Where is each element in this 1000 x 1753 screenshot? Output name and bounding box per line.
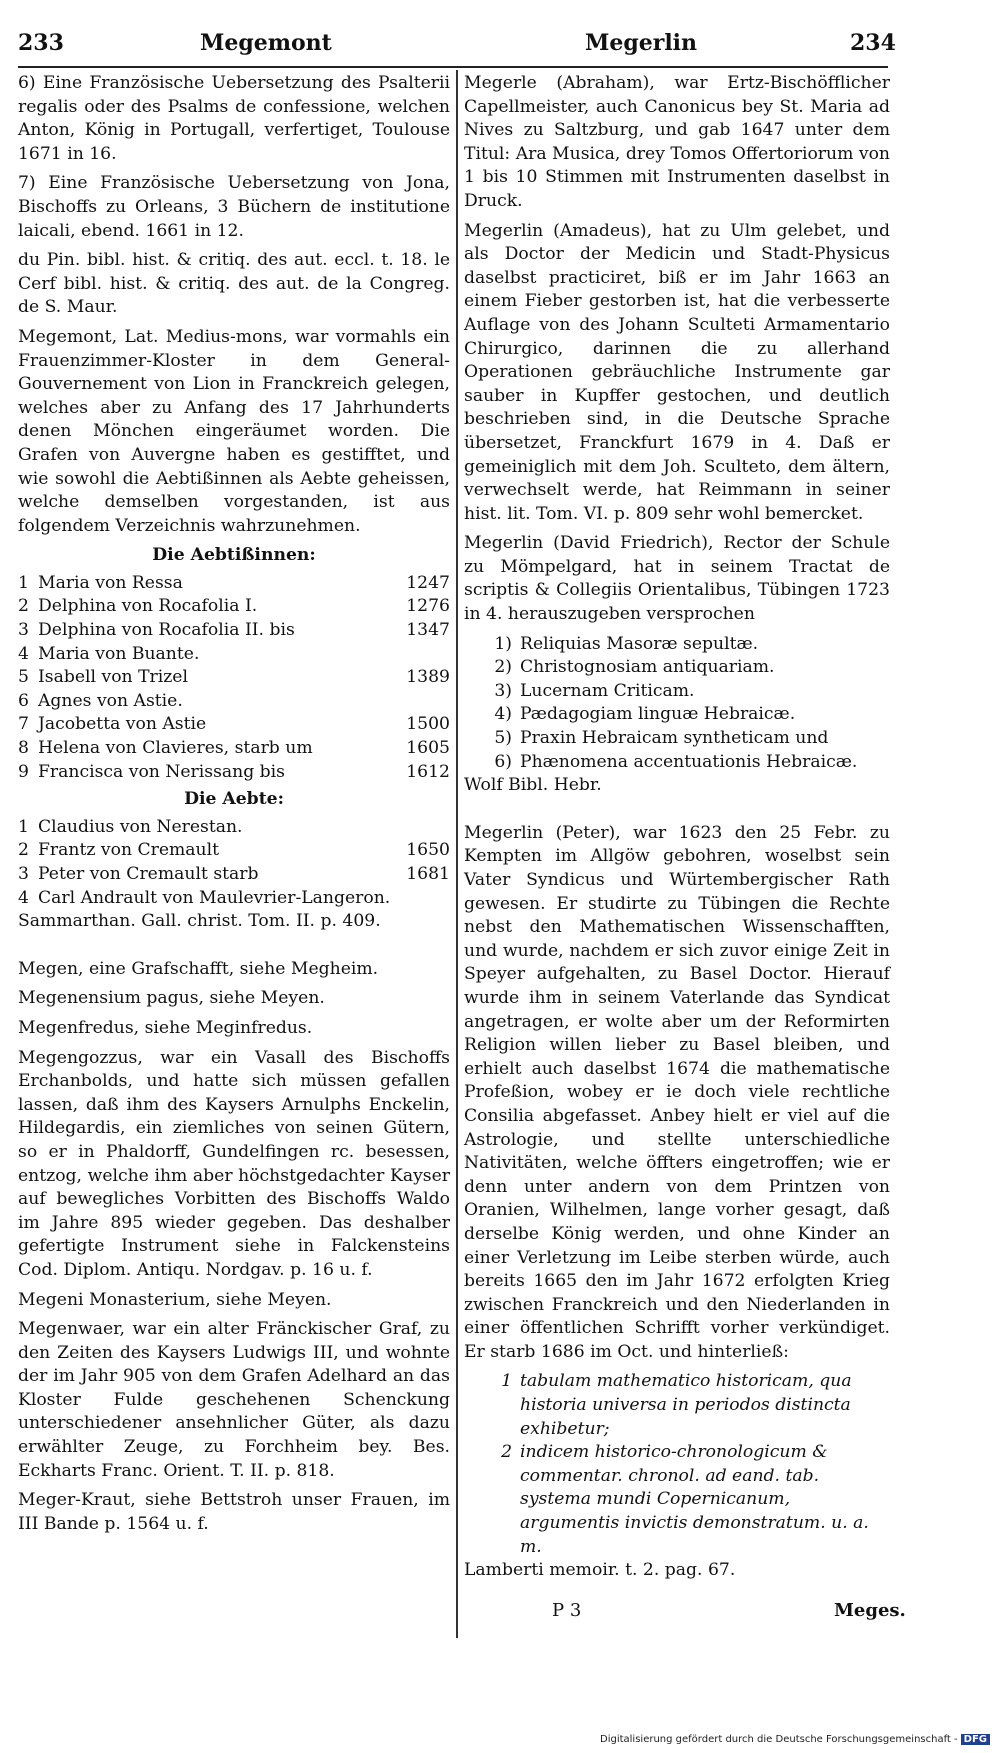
item-year: 1276: [406, 596, 450, 617]
item-text: Lucernam Criticam.: [520, 680, 695, 701]
entry-megemont: Megemont, Lat. Medius-mons, war vormahls ein Frauenzimmer-Kloster in dem General-Gouvernement von Lion in Franckreich gelegen, welches aber zu Anfang des 17 Jahrhunderts denen Mönchen eingeräumet worden. Die Grafen von Auvergne haben es gestifftet, und wie sowohl die Aebtißinnen als Aebte geheissen, welche demselben vorgestanden, ist aus folgendem Verzeichnis wahrzunehmen.: [18, 326, 450, 536]
peter-works-list: [464, 1370, 890, 1559]
item-year: [402, 643, 450, 667]
item-name: Frantz von Cremault: [38, 840, 220, 861]
item-text: Christognosiam antiquariam.: [520, 657, 775, 678]
list-item: [18, 572, 450, 596]
item-number: 5): [494, 728, 512, 749]
abbots-heading: Die Aebte:: [184, 789, 284, 810]
list-item: [18, 713, 450, 737]
dfg-logo: DFG: [961, 1734, 990, 1745]
list-item: [464, 1441, 890, 1559]
item-text: Praxin Hebraicam syntheticam und: [520, 728, 829, 749]
entry-megerlin-peter: Megerlin (Peter), war 1623 den 25 Febr. zu Kempten im Allgöw gebohren, woselbst sein Vater Syndicus und Würtembergischer Rath gewesen. Er studirte zu Tübingen die Rechte nebst den Mathematischen Wissenschafften, und wurde, nachdem er sich zuvor einige Zeit in Speyer aufgehalten, zu Basel Doctor. Hierauf wurde ihm in seinem Vaterlande das Syndicat angetragen, er wolte aber um der Reformirten Religion willen lieber zu Basel bleiben, und erhielt auch daselbst 1674 die mathematische Profeßion, wobey er ie doch viele rechtliche Consilia abgefasset. Anbey hielt er viel auf die Astrologie, und stellte unterschiedliche Nativitäten, welche öffters eingetroffen; wie er denn unter andern von dem Printzen von Oranien, Wilhelmen, lange vorher gesagt, daß derselbe König werden, und ohne Kinder an einer Verletzung im Leibe sterben würde, auch bereits 1665 den im Jahr 1672 erfolgten Krieg zwischen Franckreich und den Niederlanden in einer öffentlichen Schrifft vorher verkündiget. Er starb 1686 im Oct. und hinterließ:: [464, 822, 890, 1362]
entry-megerlin-david: Megerlin (David Friedrich), Rector der Schule zu Mömpelgard, hat in seinem Tractat de scriptis & Collegiis Orientalibus, Tübingen 1723 in 4. herauszugeben versprochen: [464, 533, 890, 625]
digitization-credit: [600, 1734, 990, 1745]
list-item: [464, 1370, 890, 1441]
entry-text: Megenfredus, siehe Meginfredus.: [18, 1017, 313, 1038]
item-number: 9: [18, 761, 29, 782]
citation: Sammarthan. Gall. christ. Tom. II. p. 409.: [18, 911, 381, 932]
entry-text: Megenensium pagus, siehe Meyen.: [18, 988, 325, 1009]
item-year: 1500: [406, 714, 450, 735]
abbesses-list: [18, 572, 450, 784]
citation: Lamberti memoir. t. 2. pag. 67.: [464, 1560, 736, 1581]
list-item: [18, 666, 450, 690]
right-column: [464, 72, 890, 1589]
item-name: Delphina von Rocafolia II. bis: [38, 620, 295, 641]
list-item: [18, 737, 450, 761]
item-year: 1605: [406, 738, 450, 759]
item-year: [402, 816, 450, 840]
item-number: 1: [501, 1371, 512, 1392]
list-item: [464, 656, 890, 680]
item-number: 2): [494, 657, 512, 678]
list-item: [18, 690, 450, 714]
item-number: 1: [18, 572, 29, 593]
list-item: [18, 839, 450, 863]
entry-text: 6) Eine Französische Uebersetzung des Psalterii regalis oder des Psalms de confessione, welchen Anton, König in Portugall, verfertiget, Toulouse 1671 in 16.: [18, 73, 450, 164]
item-name: Jacobetta von Astie: [38, 714, 207, 735]
list-item: [464, 727, 890, 751]
entry-text: 7) Eine Französische Uebersetzung von Jona, Bischoffs zu Orleans, 3 Büchern de institutione laicali, ebend. 1661 in 12.: [18, 173, 450, 241]
item-name: Agnes von Astie.: [38, 690, 183, 711]
list-item: [464, 703, 890, 727]
item-number: 7: [18, 714, 29, 735]
item-year: 1650: [406, 840, 450, 861]
signature-mark: P 3: [552, 1600, 582, 1621]
item-number: 3: [18, 864, 29, 884]
david-works-list: [464, 633, 890, 775]
item-year: 1612: [406, 761, 450, 782]
item-number: 8: [18, 738, 29, 759]
credit-text: Digitalisierung gefördert durch die Deutsche Forschungsgemeinschaft -: [600, 1734, 958, 1745]
item-number: 5: [18, 667, 29, 688]
entry-text: Megengozzus, war ein Vasall des Bischoffs Erchanbolds, und hatte sich müssen gefallen lassen, daß ihm des Kaysers Arnulphs Enckelin, Hildegardis, ein ziemliches von seinen Gütern, so er in Phaldorff, Gundelfingen rc. besessen, entzog, welche ihm aber höchstgedachter Kayser auf bewegliches Vorbitten des Bischoffs Waldo im Jahre 895 wieder gegeben. Das deshalber gefertigte Instrument siehe in Falckensteins Cod. Diplom. Antiqu. Nordgav. p. 16 u. f.: [18, 1047, 450, 1280]
item-number: 1: [18, 816, 29, 837]
item-number: 4: [18, 643, 29, 664]
catchword: Meges.: [834, 1600, 906, 1621]
item-name: Claudius von Nerestan.: [38, 816, 243, 837]
item-name: Maria von Buante.: [38, 643, 200, 664]
item-year: 1681: [406, 864, 450, 884]
entry-text: Meger-Kraut, siehe Bettstroh unser Frauen, im III Bande p. 1564 u. f.: [18, 1490, 450, 1534]
list-item: [464, 680, 890, 704]
entry-megerlin-amadeus: Megerlin (Amadeus), hat zu Ulm gelebet, und als Doctor der Medicin und Stadt-Physicus daselbst practiciret, biß er im Jahr 1663 an einem Fieber gestorben ist, hat die verbesserte Auflage von des Johann Sculteti Armamentario Chirurgico, darinnen die zu allerhand Operationen gebräuchliche Instrumente gar sauber in Kupffer gestochen, und deutlich beschrieben sind, in die Deutsche Sprache übersetzet, Franckfurt 1679 in 4. Daß er gemeiniglich mit dem Joh. Sculteto, dem ältern, verwechselt werde, hat Reimmann in seiner hist. lit. Tom. VI. p. 809 sehr wohl bemercket.: [464, 220, 890, 524]
list-item: [464, 633, 890, 657]
citation: Wolf Bibl. Hebr.: [464, 775, 602, 796]
header-rule: [18, 66, 888, 68]
left-column: [18, 72, 450, 1542]
column-divider: [456, 70, 458, 1638]
item-number: 6): [494, 751, 512, 772]
item-number: 2: [18, 840, 29, 861]
item-number: 4: [18, 887, 29, 908]
list-item: [18, 595, 450, 619]
item-number: 1): [494, 633, 512, 654]
list-item: [18, 816, 450, 840]
abbots-list: [18, 816, 450, 910]
item-number: 3: [18, 620, 29, 641]
abbesses-heading: Die Aebtißinnen:: [152, 545, 316, 566]
left-running-head: Megemont: [200, 30, 332, 56]
entry-megerle: Megerle (Abraham), war Ertz-Bischöfflicher Capellmeister, auch Canonicus bey St. Maria ad Nives zu Saltzburg, und gab 1647 unter dem Titul: Ara Musica, drey Tomos Offertoriorum von 1 bis 10 Stimmen mit Instrumenten daselbst in Druck.: [464, 73, 890, 211]
list-item: [464, 751, 890, 775]
item-year: [402, 690, 450, 714]
item-name: Maria von Ressa: [38, 572, 183, 593]
item-number: 6: [18, 690, 29, 711]
entry-text: Megenwaer, war ein alter Fränckischer Graf, zu den Zeiten des Kaysers Ludwigs III, und wohnte der im Jahr 905 von dem Grafen Adelhard an das Kloster Fulde geschehenen Schenckung unterschiedener ansehnlicher Güter, als dazu erwählter Zeuge, zu Forchheim bey. Bes. Eckharts Franc. Orient. T. II. p. 818.: [18, 1319, 450, 1481]
item-text: indicem historico-chronologicum & commentar. chronol. ad eand. tab. systema mundi Copernicanum, argumentis invictis demonstratum. u. a. m.: [520, 1442, 869, 1557]
item-text: tabulam mathematico historicam, qua historia universa in periodos distincta exhibetur;: [520, 1371, 852, 1439]
item-year: [402, 887, 450, 911]
item-name: Peter von Cremault starb: [38, 864, 259, 884]
item-name: Helena von Clavieres, starb um: [38, 738, 313, 759]
list-item: [18, 643, 450, 667]
right-running-head: Megerlin: [585, 30, 698, 56]
entry-text: Megeni Monasterium, siehe Meyen.: [18, 1289, 332, 1310]
item-text: Pædagogiam linguæ Hebraicæ.: [520, 704, 796, 725]
left-page-number: 233: [18, 30, 64, 56]
item-text: Phænomena accentuationis Hebraicæ.: [520, 751, 858, 772]
item-number: 2: [501, 1442, 512, 1463]
item-name: Carl Andrault von Maulevrier-Langeron.: [38, 887, 391, 908]
item-text: Reliquias Masoræ sepultæ.: [520, 633, 759, 654]
list-item: [18, 887, 450, 911]
list-item: [18, 761, 450, 785]
entry-text: Megen, eine Grafschafft, siehe Megheim.: [18, 958, 379, 979]
item-number: 4): [494, 704, 512, 725]
right-page-number: 234: [850, 30, 896, 56]
list-item: [18, 863, 450, 887]
item-name: Delphina von Rocafolia I.: [38, 596, 258, 617]
item-number: 2: [18, 596, 29, 617]
item-year: 1389: [406, 667, 450, 688]
item-year: 1247: [406, 572, 450, 593]
item-name: Isabell von Trizel: [38, 667, 188, 688]
item-year: 1347: [406, 620, 450, 641]
list-item: [18, 619, 450, 643]
item-name: Francisca von Nerissang bis: [38, 761, 285, 782]
item-number: 3): [494, 680, 512, 701]
citation: du Pin. bibl. hist. & critiq. des aut. eccl. t. 18. le Cerf bibl. hist. & critiq. des aut. de la Congreg. de S. Maur.: [18, 250, 450, 318]
